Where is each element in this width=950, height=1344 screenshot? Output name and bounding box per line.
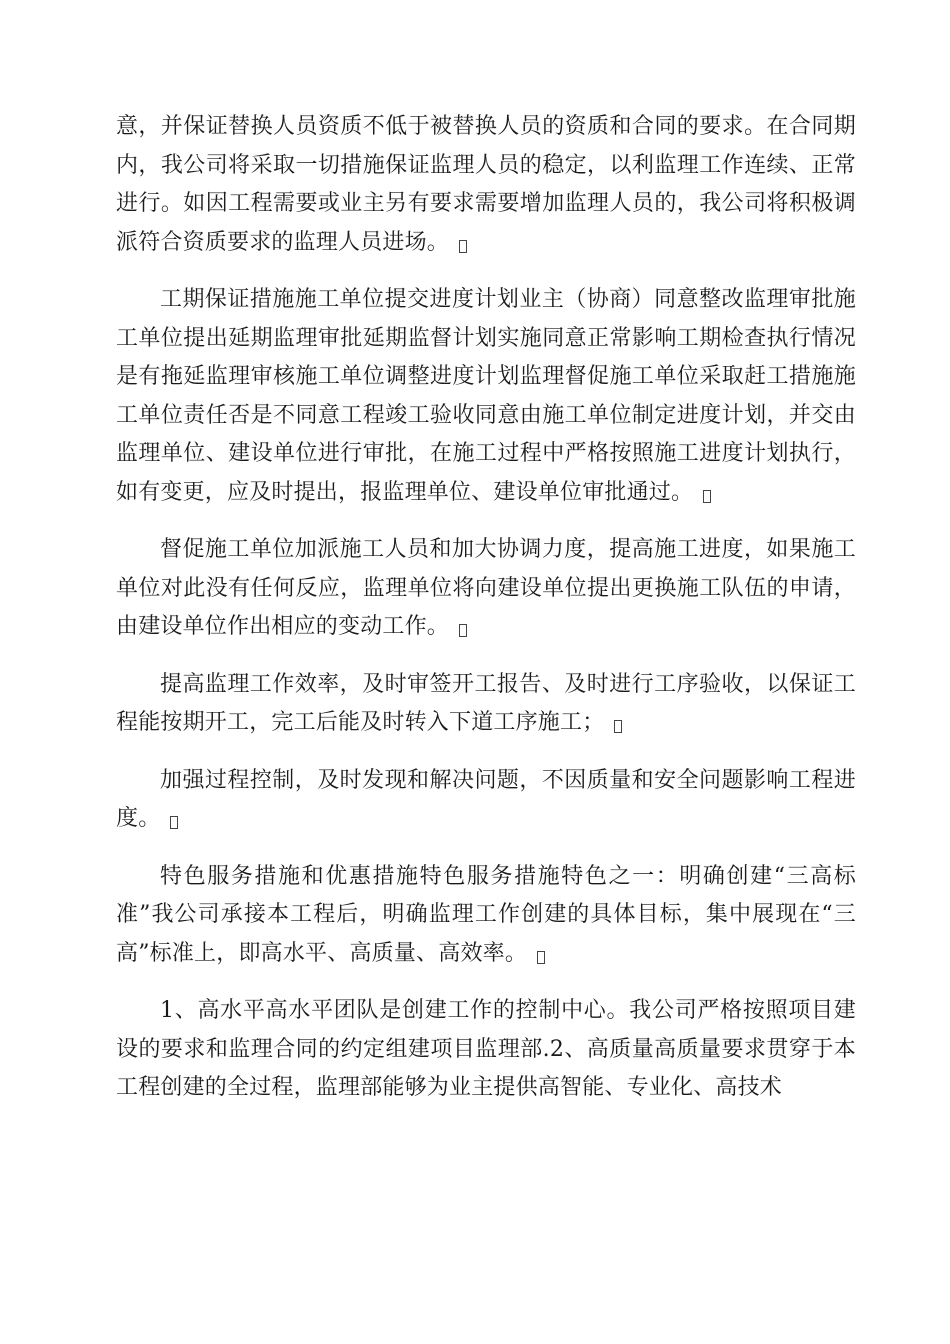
paragraph-2 <box>116 281 856 512</box>
paragraph-end-mark-icon <box>170 816 178 829</box>
paragraph-6 <box>116 858 856 974</box>
paragraph-end-mark-icon <box>614 720 622 733</box>
paragraph-1-text: 意，并保证替换人员资质不低于被替换人员的资质和合同的要求。在合同期内，我公司将采取一切措施保证监理人员的稳定，以利监理工作连续、正常进行。如因工程需要或业主另有要求需要增加监理人员的，我公司将积极调派符合资质要求的监理人员进场。 <box>116 114 856 255</box>
paragraph-3-text: 督促施工单位加派施工人员和加大协调力度，提高施工进度，如果施工单位对此没有任何反应，监理单位将向建设单位提出更换施工队伍的申请，由建设单位作出相应的变动工作。 <box>116 537 856 639</box>
paragraph-end-mark-icon <box>459 624 467 637</box>
paragraph-7 <box>116 992 856 1108</box>
paragraph-end-mark-icon <box>537 951 545 964</box>
paragraph-1 <box>116 108 856 262</box>
paragraph-end-mark-icon <box>703 490 711 503</box>
paragraph-4-text: 提高监理工作效率，及时审签开工报告、及时进行工序验收，以保证工程能按期开工，完工后能及时转入下道工序施工； <box>116 671 856 735</box>
paragraph-4 <box>116 666 856 743</box>
document-body <box>116 108 856 1127</box>
paragraph-end-mark-icon <box>459 240 467 253</box>
paragraph-6-text: 特色服务措施和优惠措施特色服务措施特色之一：明确创建“三高标准”我公司承接本工程后，明确监理工作创建的具体目标，集中展现在“三高”标准上，即高水平、高质量、高效率。 <box>116 863 856 966</box>
paragraph-3 <box>116 531 856 647</box>
paragraph-5-text: 加强过程控制，及时发现和解决问题，不因质量和安全问题影响工程进度。 <box>116 767 856 831</box>
paragraph-5 <box>116 762 856 839</box>
paragraph-2-text: 工期保证措施施工单位提交进度计划业主（协商）同意整改监理审批施工单位提出延期监理审批延期监督计划实施同意正常影响工期检查执行情况是有拖延监理审核施工单位调整进度计划监理督促施工单位采取赶工措施施工单位责任否是不同意工程竣工验收同意由施工单位制定进度计划，并交由监理单位、建设单位进行审批，在施工过程中严格按照施工进度计划执行，如有变更，应及时提出，报监理单位、建设单位审批通过。 <box>116 287 856 505</box>
paragraph-7-text: 1、高水平高水平团队是创建工作的控制中心。我公司严格按照项目建设的要求和监理合同的约定组建项目监理部.2、高质量高质量要求贯穿于本工程创建的全过程，监理部能够为业主提供高智能、专业化、高技术 <box>116 998 856 1100</box>
